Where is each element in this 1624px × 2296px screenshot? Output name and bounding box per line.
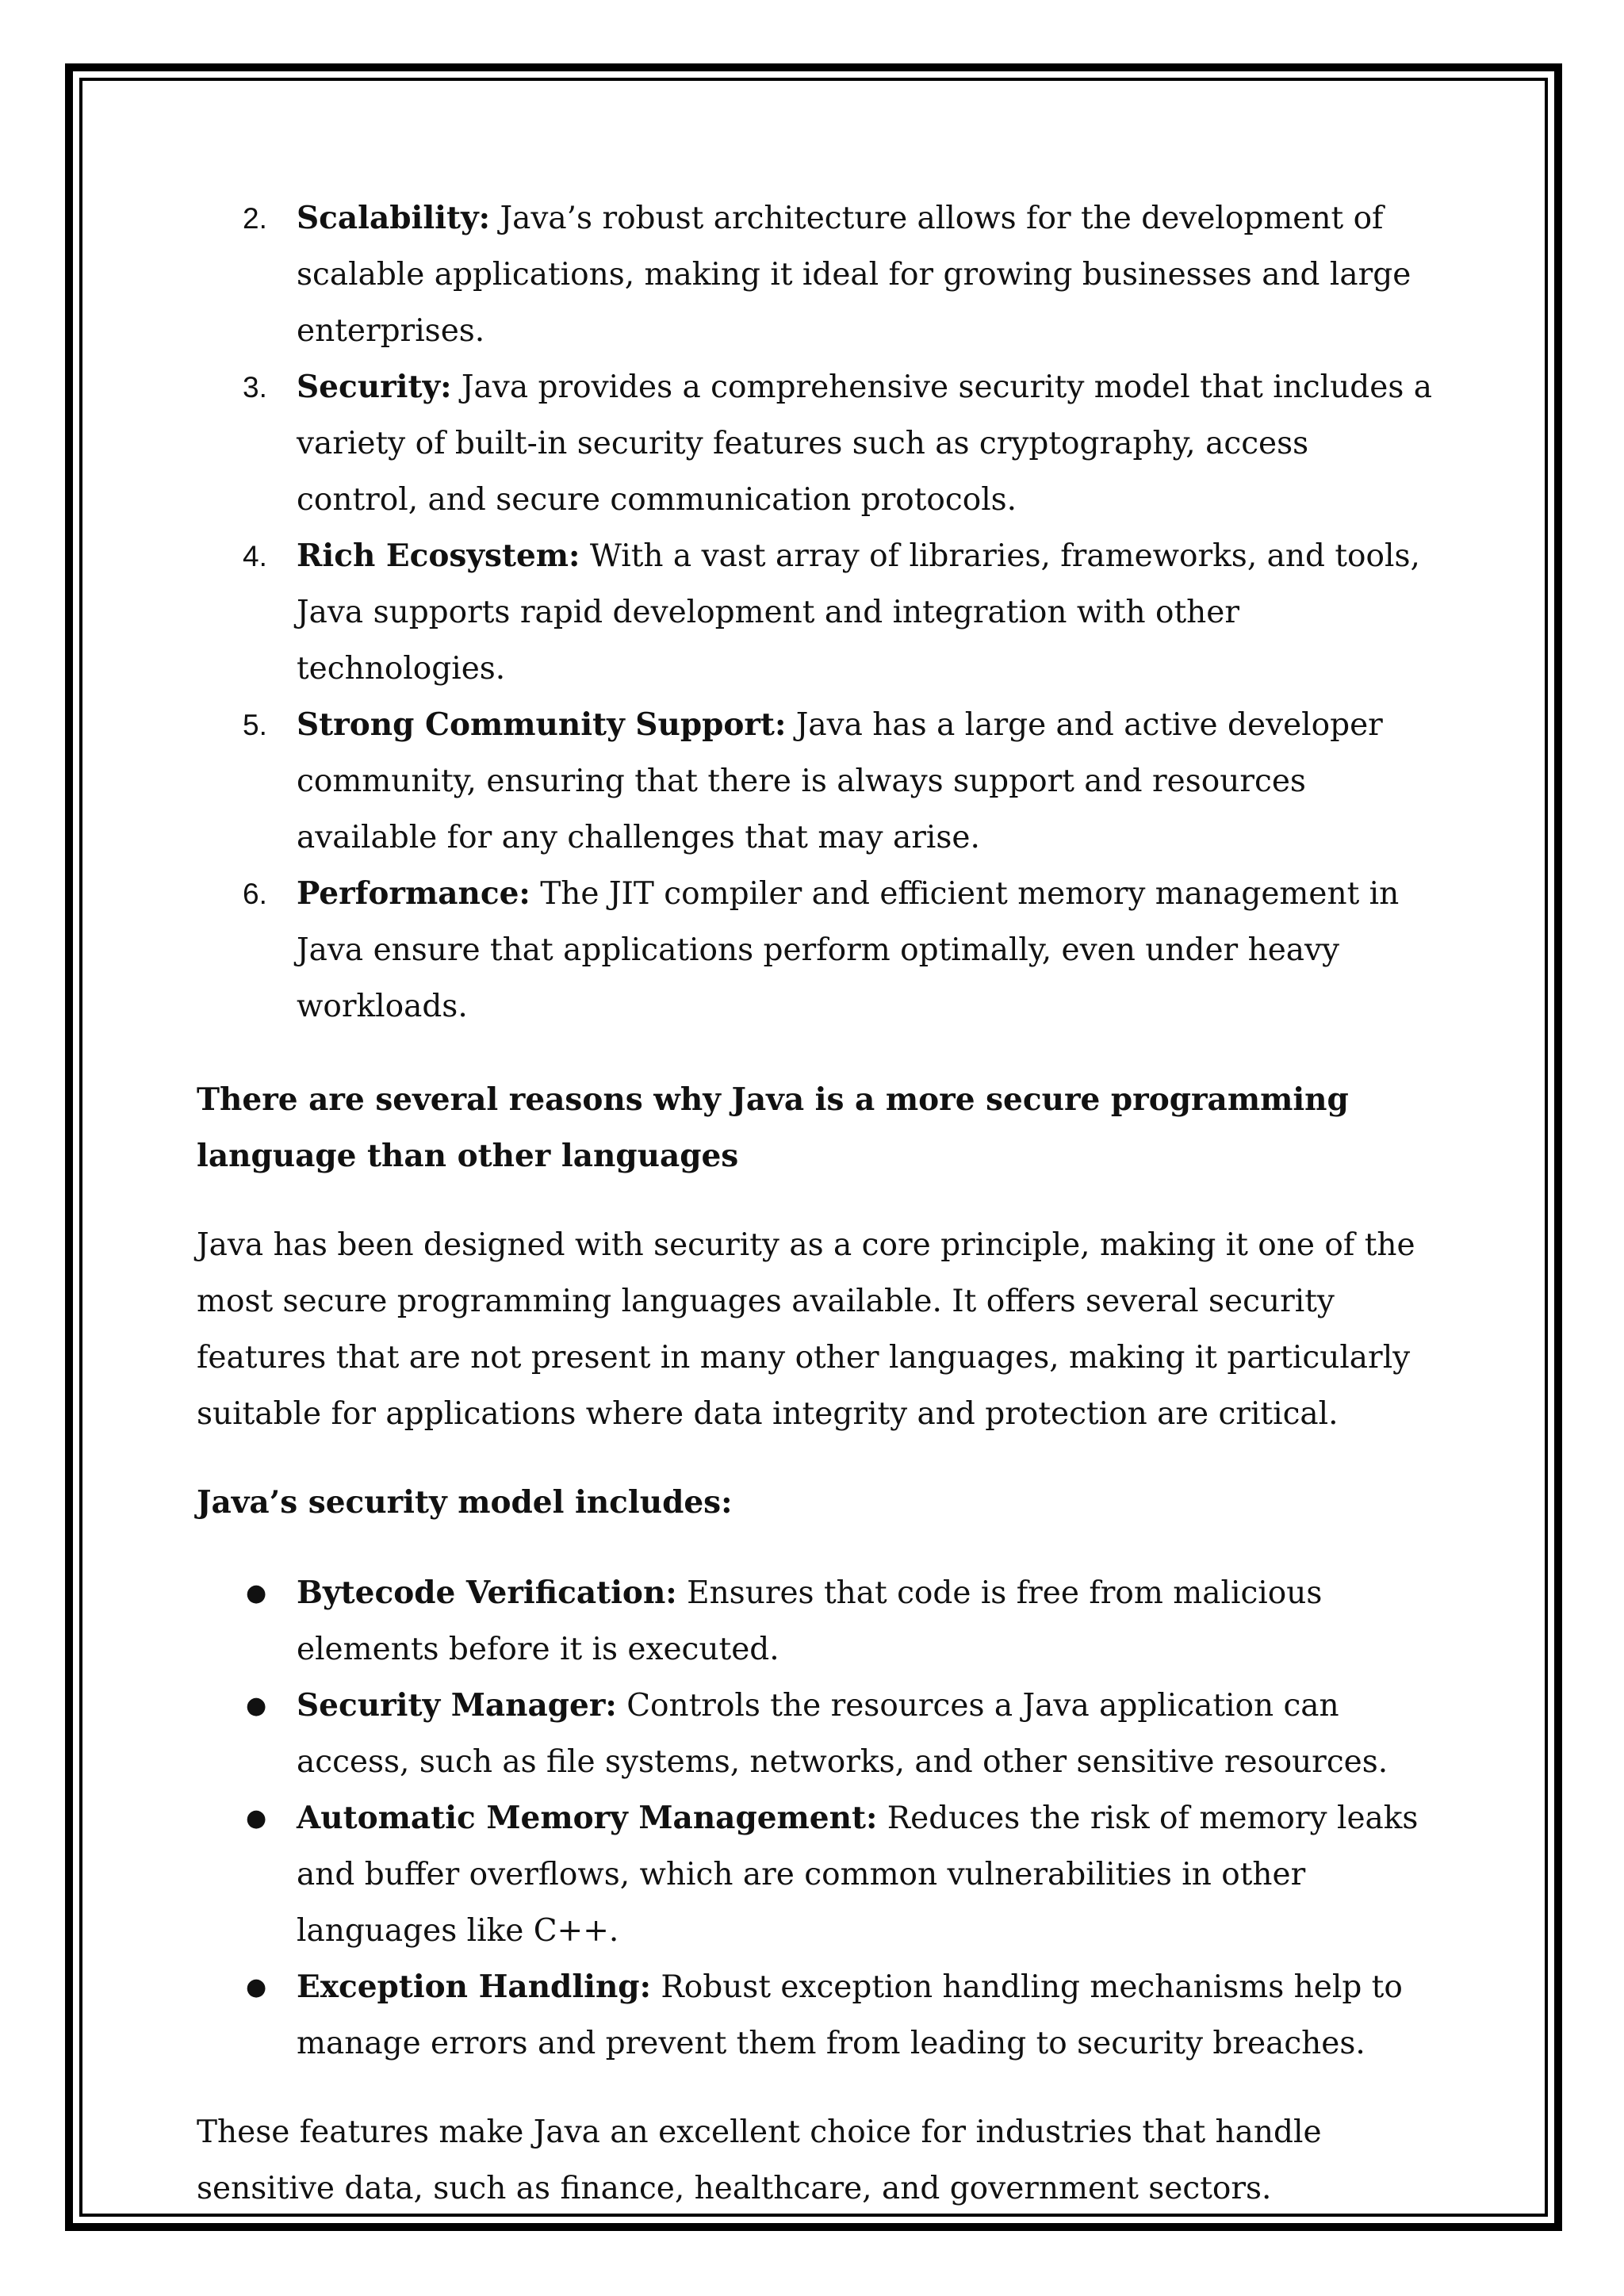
list-term: Performance:	[297, 875, 530, 912]
bullet-list	[197, 1565, 1434, 2072]
list-term: Scalability:	[297, 200, 491, 236]
list-number: 4.	[243, 540, 267, 572]
intro-paragraph: Java has been designed with security as a core principle, making it one of the most secure programming languages available. It offers several security features that are not present in many other languages, making it particularly suitable for applications where data integrity and protection are critical.	[197, 1227, 1415, 1432]
list-term: Strong Community Support:	[297, 706, 787, 743]
list-text: The JIT compiler and efficient memory management in Java ensure that applications perform optimally, even under heavy workloads.	[297, 876, 1400, 1024]
bullet-icon: ●	[246, 1804, 267, 1832]
bullet-icon: ●	[246, 1692, 267, 1720]
list-text: With a vast array of libraries, frameworks, and tools, Java supports rapid development and integration with other technologies.	[297, 538, 1420, 687]
security-model-heading: Java’s security model includes:	[197, 1484, 733, 1521]
bullet-term: Security Manager:	[297, 1687, 617, 1724]
list-text: Java’s robust architecture allows for the development of scalable applications, making it ideal for growing businesses and large enterprises.	[297, 201, 1411, 349]
bullet-item-security-manager	[197, 1678, 1434, 1790]
bullet-item-memory-management	[197, 1790, 1434, 1959]
list-term: Security:	[297, 369, 452, 405]
list-number: 6.	[243, 878, 267, 910]
bullet-text: Ensures that code is free from malicious elements before it is executed.	[297, 1575, 1323, 1667]
numbered-list	[197, 190, 1434, 1035]
list-term: Rich Ecosystem:	[297, 538, 580, 574]
bullet-text: Reduces the risk of memory leaks and buffer overflows, which are common vulnerabilities in other languages like C++.	[297, 1800, 1419, 1949]
list-item-scalability	[197, 190, 1434, 359]
bullet-icon: ●	[246, 1579, 267, 1607]
bullet-item-bytecode-verification	[197, 1565, 1434, 1678]
bullet-term: Bytecode Verification:	[297, 1575, 677, 1611]
bullet-icon: ●	[246, 1973, 267, 2001]
bullet-item-exception-handling	[197, 1959, 1434, 2072]
list-item-community-support	[197, 697, 1434, 866]
list-number: 2.	[243, 202, 267, 235]
page-content	[197, 190, 1434, 2217]
section-heading: There are several reasons why Java is a more secure programming language than other languages	[197, 1081, 1349, 1174]
bullet-term: Automatic Memory Management:	[297, 1800, 878, 1836]
list-number: 5.	[243, 709, 267, 741]
bullet-text: Controls the resources a Java application can access, such as file systems, networks, and other sensitive resources.	[297, 1688, 1388, 1780]
list-item-rich-ecosystem	[197, 528, 1434, 697]
list-text: Java provides a comprehensive security model that includes a variety of built-in security features such as cryptography, access control, and secure communication protocols.	[297, 369, 1432, 518]
bullet-text: Robust exception handling mechanisms help to manage errors and prevent them from leading to security breaches.	[297, 1969, 1403, 2061]
list-item-security	[197, 359, 1434, 528]
closing-paragraph: These features make Java an excellent choice for industries that handle sensitive data, such as finance, healthcare, and government sectors.	[197, 2114, 1322, 2206]
list-item-performance	[197, 866, 1434, 1035]
bullet-term: Exception Handling:	[297, 1969, 651, 2005]
list-text: Java has a large and active developer community, ensuring that there is always support and resources available for any challenges that may arise.	[297, 707, 1383, 855]
list-number: 3.	[243, 371, 267, 404]
